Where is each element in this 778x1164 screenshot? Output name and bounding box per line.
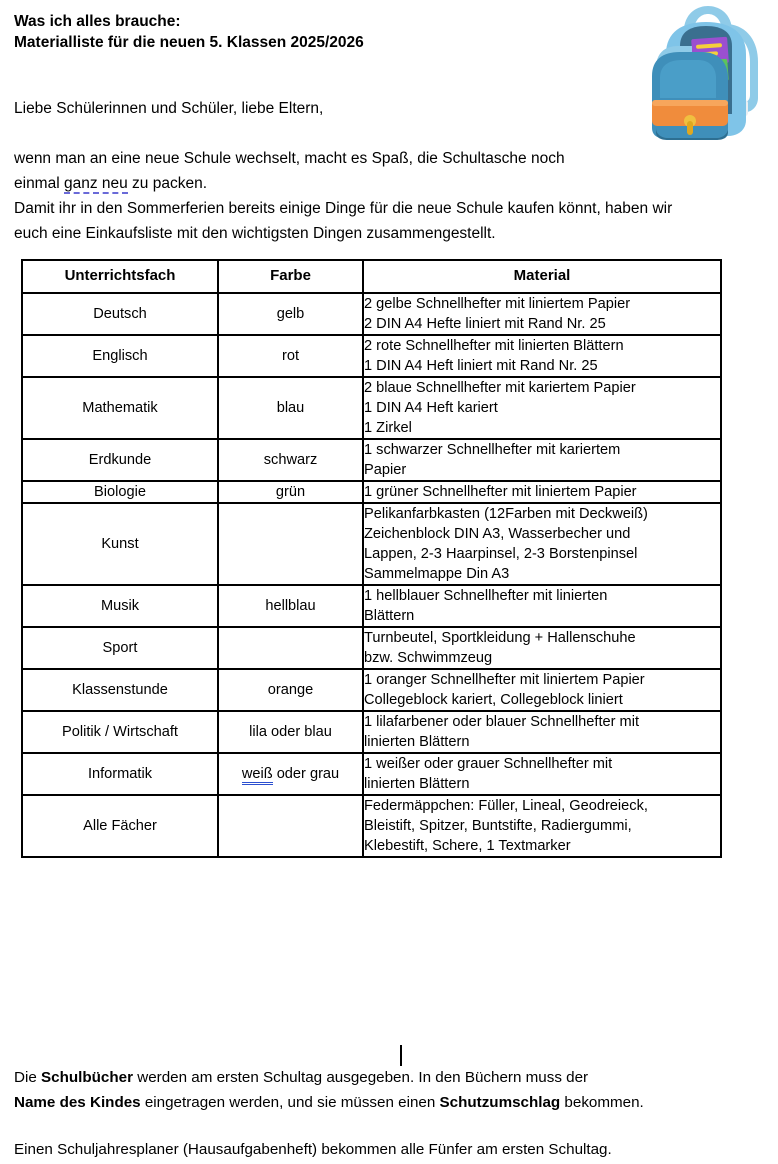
material-line: Zeichenblock DIN A3, Wasserbecher und <box>364 526 631 542</box>
footer-text <box>14 1065 770 1162</box>
subject-cell: Kunst <box>22 503 218 585</box>
table-row <box>22 503 721 585</box>
material-line: 1 hellblauer Schnellhefter mit linierten <box>364 588 608 604</box>
material-line: 1 weißer oder grauer Schnellhefter mit <box>364 756 613 772</box>
intro-text <box>14 96 770 246</box>
material-line: Collegeblock kariert, Collegeblock liniert <box>364 692 623 708</box>
intro-line-2-prefix: einmal <box>14 175 64 192</box>
material-cell <box>363 753 721 795</box>
table-row <box>22 795 721 857</box>
material-line: 1 schwarzer Schnellhefter mit kariertem <box>364 442 621 458</box>
material-line: Sammelmappe Din A3 <box>364 566 510 582</box>
material-line: 1 Zirkel <box>364 420 412 436</box>
material-cell <box>363 503 721 585</box>
footer-line-2-suffix: bekommen. <box>560 1094 644 1111</box>
material-line: Federmäppchen: Füller, Lineal, Geodreieck, <box>364 798 648 814</box>
intro-line-2-suffix: zu packen. <box>127 175 208 192</box>
intro-line-3: Damit ihr in den Sommerferien bereits einige Dinge für die neue Schule kaufen könnt, haben wir <box>14 200 673 217</box>
material-line: Papier <box>364 462 407 478</box>
color-cell: blau <box>218 377 363 439</box>
material-cell <box>363 293 721 335</box>
material-cell <box>363 585 721 627</box>
color-cell <box>218 627 363 669</box>
color-cell <box>218 795 363 857</box>
color-cell-rest: oder grau <box>272 766 340 782</box>
material-cell <box>363 795 721 857</box>
salutation: Liebe Schülerinnen und Schüler, liebe Eltern, <box>14 100 324 117</box>
footer-line-1-prefix: Die <box>14 1069 42 1086</box>
material-line: bzw. Schwimmzeug <box>364 650 493 666</box>
footer-line-1 <box>14 1065 770 1090</box>
subject-cell: Deutsch <box>22 293 218 335</box>
subject-cell: Englisch <box>22 335 218 377</box>
table-row <box>22 481 721 503</box>
material-cell <box>363 627 721 669</box>
table-body <box>22 293 721 857</box>
footer-line-3: Einen Schuljahresplaner (Hausaufgabenheft) bekommen alle Fünfer am ersten Schultag. <box>14 1141 612 1158</box>
color-cell: lila oder blau <box>218 711 363 753</box>
table-row <box>22 439 721 481</box>
footer-bold-schulbuecher: Schulbücher <box>41 1069 134 1086</box>
material-line: 1 lilafarbener oder blauer Schnellhefter mit <box>364 714 640 730</box>
text-cursor-caret <box>400 1045 402 1066</box>
material-cell <box>363 335 721 377</box>
color-cell: hellblau <box>218 585 363 627</box>
table-row <box>22 753 721 795</box>
footer-spacer <box>14 1115 770 1137</box>
intro-line-1: wenn man an eine neue Schule wechselt, macht es Spaß, die Schultasche noch <box>14 150 565 167</box>
table-row <box>22 711 721 753</box>
subject-cell: Politik / Wirtschaft <box>22 711 218 753</box>
table-row <box>22 335 721 377</box>
material-line: linierten Blättern <box>364 734 470 750</box>
material-cell <box>363 711 721 753</box>
page-title-line-2: Materialliste für die neuen 5. Klassen 2025/2026 <box>14 34 364 51</box>
document-header <box>14 11 614 53</box>
material-line: Blättern <box>364 608 415 624</box>
material-cell <box>363 481 721 503</box>
color-cell <box>218 503 363 585</box>
subject-cell: Musik <box>22 585 218 627</box>
footer-bold-schutzumschlag: Schutzumschlag <box>439 1094 561 1111</box>
material-line: Bleistift, Spitzer, Buntstifte, Radiergummi, <box>364 818 632 834</box>
material-line: Pelikanfarbkasten (12Farben mit Deckweiß) <box>364 506 648 522</box>
table-row <box>22 627 721 669</box>
table-row <box>22 585 721 627</box>
material-line: 2 gelbe Schnellhefter mit liniertem Papier <box>364 296 631 312</box>
material-line: 1 DIN A4 Heft liniert mit Rand Nr. 25 <box>364 358 598 374</box>
table-row <box>22 293 721 335</box>
material-line: 2 blaue Schnellhefter mit kariertem Papier <box>364 380 636 396</box>
subject-cell: Klassenstunde <box>22 669 218 711</box>
color-cell <box>218 753 363 795</box>
backpack-pocket-highlight <box>660 60 716 98</box>
grammar-marked-text: ganz neu <box>63 175 128 192</box>
intro-line-2 <box>14 171 770 196</box>
color-cell: rot <box>218 335 363 377</box>
color-cell: schwarz <box>218 439 363 481</box>
column-header-color: Farbe <box>218 260 363 293</box>
material-line: 1 DIN A4 Heft kariert <box>364 400 498 416</box>
subject-cell: Erdkunde <box>22 439 218 481</box>
subject-cell: Informatik <box>22 753 218 795</box>
material-line: 1 oranger Schnellhefter mit liniertem Papier <box>364 672 645 688</box>
table-row <box>22 669 721 711</box>
subject-cell: Alle Fächer <box>22 795 218 857</box>
material-line: 1 grüner Schnellhefter mit liniertem Papier <box>364 484 637 500</box>
material-line: Turnbeutel, Sportkleidung + Hallenschuhe <box>364 630 636 646</box>
intro-line-4: euch eine Einkaufsliste mit den wichtigsten Dingen zusammengestellt. <box>14 225 496 242</box>
footer-bold-name-des-kindes: Name des Kindes <box>14 1094 141 1111</box>
column-header-material: Material <box>363 260 721 293</box>
material-line: Klebestift, Schere, 1 Textmarker <box>364 838 571 854</box>
subject-cell: Biologie <box>22 481 218 503</box>
footer-line-2-mid: eingetragen werden, und sie müssen einen <box>140 1094 440 1111</box>
subject-cell: Mathematik <box>22 377 218 439</box>
material-line: 2 rote Schnellhefter mit linierten Blättern <box>364 338 624 354</box>
color-cell: gelb <box>218 293 363 335</box>
column-header-subject: Unterrichtsfach <box>22 260 218 293</box>
page-title-line-1: Was ich alles brauche: <box>14 13 181 30</box>
material-cell <box>363 377 721 439</box>
table-header-row <box>22 260 721 293</box>
materials-table <box>21 259 722 858</box>
spellcheck-marked-text: weiß <box>242 766 273 785</box>
table-row <box>22 377 721 439</box>
material-line: linierten Blättern <box>364 776 470 792</box>
material-cell <box>363 439 721 481</box>
color-cell: orange <box>218 669 363 711</box>
material-line: 2 DIN A4 Hefte liniert mit Rand Nr. 25 <box>364 316 606 332</box>
color-cell: grün <box>218 481 363 503</box>
intro-spacer <box>14 121 770 146</box>
footer-line-1-suffix: werden am ersten Schultag ausgegeben. In den Büchern muss der <box>133 1069 589 1086</box>
material-cell <box>363 669 721 711</box>
subject-cell: Sport <box>22 627 218 669</box>
material-line: Lappen, 2-3 Haarpinsel, 2-3 Borstenpinsel <box>364 546 638 562</box>
footer-line-2 <box>14 1090 770 1115</box>
